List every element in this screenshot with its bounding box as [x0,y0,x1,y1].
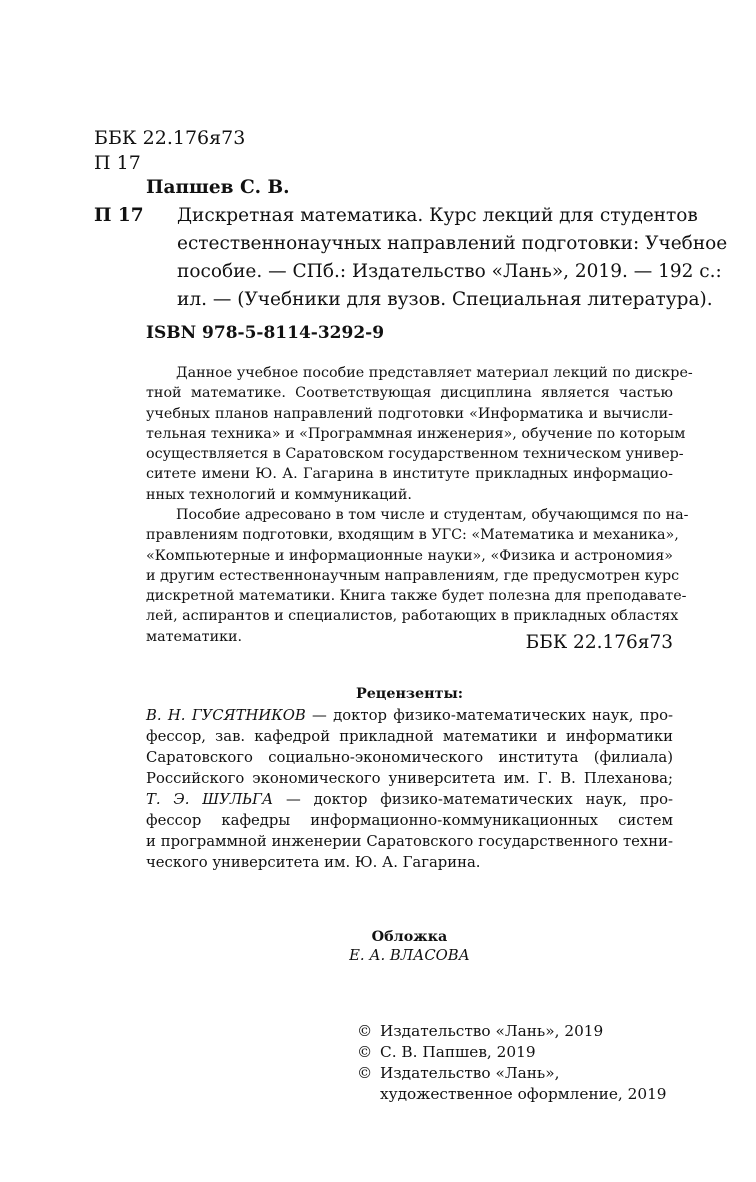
abstract-line: тельная техника» и «Программная инженерия», обучение по которым [146,425,686,442]
abstract-line: правлениям подготовки, входящим в УГС: «Математика и механика», [146,527,679,544]
biblio-line: ил. — (Учебники для вузов. Специальная литература). [177,289,713,310]
abstract-line: нных технологий и коммуникаций. [146,486,412,503]
copyright-line [357,1021,667,1042]
cover-designer: Е. А. ВЛАСОВА [349,947,470,964]
bbk-code-bottom: ББК 22.176я73 [525,632,673,653]
copyright-line [357,1084,667,1105]
abstract-line: Пособие адресовано в том числе и студентам, обучающимся по на- [176,507,689,523]
cover-heading: Обложка [371,929,448,945]
reviewer-line: фессор кафедры информационно-коммуникационных систем [146,812,673,829]
copyright-text: художественное оформление, 2019 [380,1085,667,1103]
biblio-line: пособие. — СПб.: Издательство «Лань», 2019. — 192 с.: [177,261,722,282]
copyright-symbol: © [357,1022,373,1040]
abstract-line: Данное учебное пособие представляет материал лекций по дискре- [176,365,693,381]
reviewer-line: Саратовского социально-экономического института (филиала) [146,749,673,766]
author-name: Папшев С. В. [146,177,290,198]
abstract-line: осуществляется в Саратовском государственном техническом универ- [146,446,684,463]
biblio-line: естественнонаучных направлений подготовки: Учебное [177,233,728,254]
copyright-block [357,1021,667,1105]
reviewer-line: и программной инженерии Саратовского государственного техни- [146,833,673,850]
abstract-line: учебных планов направлений подготовки «Информатика и вычисли- [146,405,673,422]
reviewer-1-name: В. Н. ГУСЯТНИКОВ [146,707,306,724]
bbk-code: ББК 22.176я73 [94,127,246,149]
copyright-text: Издательство «Лань», 2019 [380,1022,604,1040]
entry-code: П 17 [94,205,144,226]
isbn: ISBN 978-5-8114-3292-9 [146,323,385,343]
reviewers-list [146,705,673,873]
abstract-line: математики. [146,628,243,645]
abstract-line: лей, аспирантов и специалистов, работающих в прикладных областях [146,608,679,625]
author-sign: П 17 [94,152,141,174]
abstract-paragraph-2 [146,505,689,647]
abstract-paragraph-1 [146,363,693,505]
reviewer-line: фессор, зав. кафедрой прикладной математики и информатики [146,728,673,745]
biblio-line: Дискретная математика. Курс лекций для студентов [177,205,698,226]
bibliographic-description [177,202,728,314]
reviewer-2-line [146,789,673,810]
reviewer-2-name: Т. Э. ШУЛЬГА [146,791,274,808]
reviewers-heading: Рецензенты: [355,686,464,702]
reviewer-line: Российского экономического университета им. Г. В. Плеханова; [146,770,673,787]
copyright-symbol: © [357,1064,373,1082]
abstract-line: дискретной математики. Книга также будет полезна для преподавате- [146,588,687,605]
abstract-line: ситете имени Ю. А. Гагарина в институте прикладных информацио- [146,466,673,483]
abstract-line: «Компьютерные и информационные науки», «Физика и астрономия» [146,547,673,564]
reviewer-line: ческого университета им. Ю. А. Гагарина. [146,854,481,871]
copyright-line [357,1042,667,1063]
reviewer-1-line [146,705,673,726]
abstract-line: тной математике. Соответствующая дисциплина является частью [146,385,673,402]
reviewer-1-title: — доктор физико-математических наук, про- [305,707,673,724]
copyright-symbol: © [357,1043,373,1061]
copyright-text: Издательство «Лань», [380,1064,560,1082]
abstract-line: и другим естественнонаучным направлениям, где предусмотрен курс [146,567,680,584]
copyright-line [357,1063,667,1084]
copyright-text: С. В. Папшев, 2019 [380,1043,536,1061]
reviewer-2-title: — доктор физико-математических наук, про- [273,791,674,808]
